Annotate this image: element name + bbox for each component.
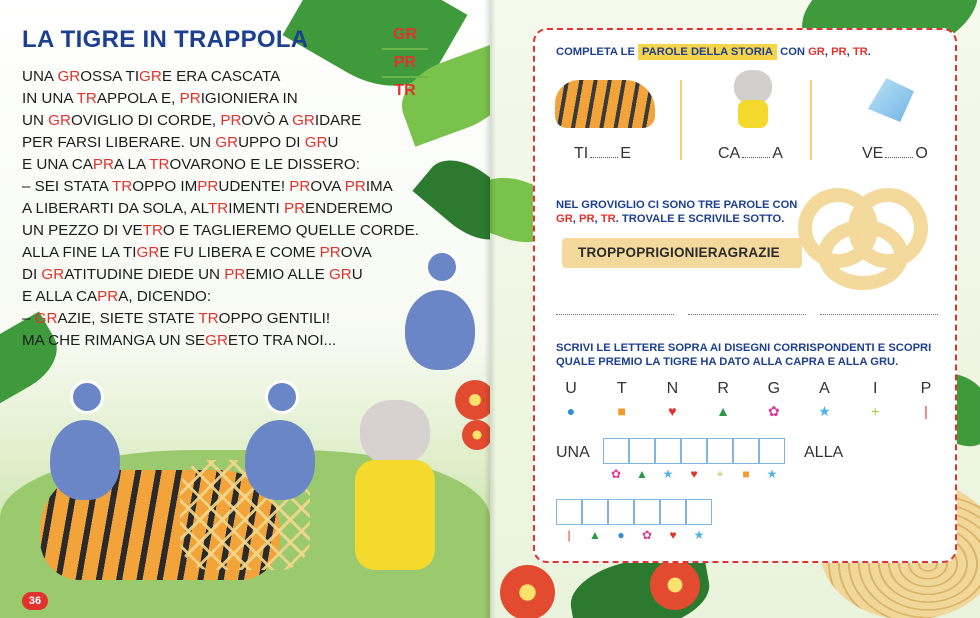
legend-letter: A: [819, 380, 830, 397]
letter-symbol-legend: [556, 380, 941, 420]
legend-letter: T: [616, 380, 627, 397]
highlighted-letters: GR: [48, 112, 71, 129]
story-text-segment: PER FARSI LIBERARE. UN: [22, 134, 216, 151]
highlighted-letters: GR: [292, 112, 315, 129]
story-words-tag: PAROLE DELLA STORIA: [638, 44, 777, 60]
story-text: [22, 66, 419, 352]
story-text-segment: U: [351, 266, 363, 283]
story-text-segment: IMA: [365, 178, 393, 195]
highlighted-letters: TR: [142, 222, 163, 239]
highlighted-letters: GR: [205, 332, 228, 349]
highlighted-letters: PR: [319, 244, 341, 261]
group-gr: GR: [382, 22, 428, 50]
story-text-segment: IN UNA: [22, 90, 77, 107]
story-text-segment: E ERA CASCATA: [161, 68, 281, 85]
letter-box[interactable]: [629, 438, 655, 464]
flower-illustration: [650, 560, 700, 610]
highlighted-letters: TR: [112, 178, 133, 195]
code-symbol-icon: ✿: [641, 528, 653, 542]
highlighted-letters: PR: [197, 178, 219, 195]
story-text-segment: UDENTE!: [218, 178, 290, 195]
highlighted-letters: PR: [283, 200, 306, 217]
story-text-segment: ATITUDINE DIEDE UN: [64, 266, 225, 283]
legend-symbol-icon: +: [871, 403, 880, 419]
legend-letter: P: [920, 380, 932, 397]
story-text-segment: E FU LIBERA E COME: [159, 244, 320, 261]
legend-item: [860, 380, 890, 420]
story-text-segment: OVÒ A: [241, 112, 293, 129]
code-symbol-icon: ★: [662, 467, 674, 481]
highlighted-letters: PR: [97, 288, 119, 305]
instruction-code: SCRIVI LE LETTERE SOPRA AI DISEGNI CORRISPONDENTI E SCOPRI QUALE PREMIO LA TIGRE HA DATO ALLA CAPRA E ALLA GRU.: [556, 342, 932, 368]
tiger-icon: [555, 80, 655, 128]
word-blank-goat: CA A: [718, 145, 783, 162]
highlighted-letters: GR: [139, 68, 162, 85]
story-line: [22, 220, 419, 242]
story-text-segment: OVA: [340, 244, 372, 261]
letter-box[interactable]: [759, 438, 785, 464]
instruction-tangle: NEL GROVIGLIO CI SONO TRE PAROLE CON GR, PR, TR. TROVALE E SCRIVILE SOTTO.: [556, 199, 798, 225]
answer-boxes-row2: [556, 499, 712, 525]
letter-box[interactable]: [660, 499, 686, 525]
legend-symbol-icon: ▲: [716, 403, 731, 419]
story-text-segment: O E TAGLIEREMO QUELLE CORDE.: [162, 222, 419, 239]
story-text-segment: OVIGLIO DI CORDE,: [70, 112, 221, 129]
story-line: [22, 88, 402, 110]
legend-letter: G: [767, 380, 781, 397]
story-text-segment: A LIBERARTI DA SOLA, AL: [22, 200, 208, 217]
story-text-segment: UN PEZZO DI VE: [22, 222, 143, 239]
letter-box[interactable]: [582, 499, 608, 525]
story-title: LA TIGRE IN TRAPPOLA: [22, 26, 309, 53]
story-text-segment: OVARONO E LE DISSERO:: [169, 156, 360, 173]
symbol-code-row1: [603, 467, 785, 481]
group-tr: TR: [394, 82, 416, 99]
legend-item: [911, 380, 941, 420]
code-symbol-icon: ★: [766, 467, 778, 481]
legend-letter: N: [666, 380, 679, 397]
crane-bird-illustration: [50, 420, 120, 500]
highlighted-letters: GR: [304, 134, 328, 151]
code-symbol-icon: ▲: [636, 467, 648, 481]
letter-box[interactable]: [655, 438, 681, 464]
divider: [810, 80, 812, 160]
instruction-complete-words: COMPLETA LE PAROLE DELLA STORIA CON GR, PR, TR.: [556, 46, 871, 58]
legend-symbol-icon: ★: [818, 403, 831, 419]
blank-field[interactable]: [590, 157, 618, 158]
letter-box[interactable]: [686, 499, 712, 525]
story-text-segment: UPPO DI: [238, 134, 305, 151]
story-text-segment: AZIE, SIETE STATE: [57, 310, 199, 327]
code-symbol-icon: ♥: [690, 467, 698, 481]
highlighted-letters: GR: [215, 134, 239, 151]
story-line: [22, 66, 402, 88]
answer-boxes-row1: [603, 438, 785, 464]
code-symbol-icon: ★: [693, 528, 705, 542]
story-line: [22, 308, 402, 330]
code-symbol-icon: +: [716, 467, 724, 481]
answer-line[interactable]: [688, 314, 806, 315]
legend-item: [708, 380, 738, 420]
story-text-segment: OSSA TI: [80, 68, 140, 85]
highlighted-letters: PR: [344, 178, 366, 195]
flower-illustration: [500, 565, 555, 618]
story-text-segment: –: [22, 310, 35, 327]
answer-line[interactable]: [556, 314, 674, 315]
story-line: [22, 154, 402, 176]
letter-box[interactable]: [681, 438, 707, 464]
story-text-segment: DI: [22, 266, 42, 283]
crane-bird-illustration: [245, 420, 315, 500]
legend-letter: R: [717, 380, 729, 397]
legend-symbol-icon: ♥: [668, 403, 677, 419]
story-line: [22, 176, 402, 198]
story-line: [22, 198, 402, 220]
highlighted-letters: PR: [289, 178, 311, 195]
legend-item: [759, 380, 789, 420]
highlighted-letters: PR: [179, 90, 201, 107]
story-text-segment: APPOLA E,: [96, 90, 180, 107]
letter-box[interactable]: [608, 499, 634, 525]
code-symbol-icon: ✿: [610, 467, 622, 481]
letter-box[interactable]: [556, 499, 582, 525]
letter-box[interactable]: [733, 438, 759, 464]
book-spine: [484, 0, 496, 618]
legend-item: [556, 380, 586, 420]
code-symbol-icon: |: [567, 528, 571, 542]
blank-field[interactable]: [885, 157, 913, 158]
tangle-word: TROPPOPRIGIONIERAGRAZIE: [578, 245, 780, 260]
story-text-segment: IDARE: [314, 112, 362, 129]
letter-box[interactable]: [634, 499, 660, 525]
leaf-decoration: [412, 145, 490, 255]
code-symbol-icon: ●: [617, 528, 625, 542]
goat-illustration: [345, 400, 445, 580]
legend-letter: I: [872, 380, 878, 397]
story-text-segment: ALLA FINE LA TI: [22, 244, 137, 261]
highlighted-letters: TR: [76, 90, 97, 107]
story-text-segment: IGIONIERA IN: [200, 90, 298, 107]
highlighted-letters: GR: [34, 310, 58, 327]
story-text-segment: E ALLA CA: [22, 288, 98, 305]
story-text-segment: OVA: [310, 178, 345, 195]
page-number-left: 36: [22, 592, 48, 610]
answer-line[interactable]: [820, 314, 938, 315]
crane-bird-illustration: [405, 290, 475, 370]
letter-box[interactable]: [603, 438, 629, 464]
story-text-segment: OPPO IM: [132, 178, 198, 195]
legend-symbol-icon: ■: [617, 403, 626, 419]
highlighted-letters: GR: [328, 266, 352, 283]
legend-symbol-icon: ✿: [767, 403, 780, 419]
story-line: [22, 110, 402, 132]
story-text-segment: – SEI STATA: [22, 178, 113, 195]
legend-item: [810, 380, 840, 420]
letter-box[interactable]: [707, 438, 733, 464]
word-blank-tiger: TI E: [574, 145, 631, 162]
group-pr: PR: [382, 50, 428, 78]
highlighted-letters: PR: [220, 112, 242, 129]
code-symbol-icon: ♥: [669, 528, 677, 542]
story-text-segment: IMENTI: [228, 200, 284, 217]
highlighted-letters: GR: [136, 244, 160, 261]
story-line: [22, 286, 402, 308]
highlighted-letters: PR: [224, 266, 246, 283]
story-line: [22, 132, 402, 154]
legend-item: [607, 380, 637, 420]
highlighted-letters: GR: [41, 266, 65, 283]
legend-letter: U: [565, 380, 577, 397]
legend-symbol-icon: |: [924, 403, 928, 419]
story-text-segment: EMIO ALLE: [245, 266, 329, 283]
story-text-segment: OPPO GENTILI!: [218, 310, 331, 327]
highlighted-letters: PR: [92, 156, 115, 173]
divider: [680, 80, 682, 160]
highlighted-letters: TR: [198, 310, 219, 327]
code-symbol-icon: ▲: [589, 528, 601, 542]
story-text-segment: ETO TRA NOI...: [227, 332, 337, 349]
story-text-segment: ENDEREMO: [305, 200, 393, 217]
blank-field[interactable]: [742, 157, 770, 158]
story-line: [22, 242, 402, 264]
highlighted-letters: TR: [149, 156, 170, 173]
story-text-segment: U: [327, 134, 339, 151]
legend-item: [657, 380, 687, 420]
story-text-segment: MA CHE RIMANGA UN SE: [22, 332, 206, 349]
story-text-segment: UNA: [22, 68, 58, 85]
rope-knot-illustration: [788, 180, 938, 295]
story-text-segment: A, DICENDO:: [118, 288, 212, 305]
row-label-una: UNA: [556, 444, 590, 461]
legend-symbol-icon: ●: [566, 403, 576, 419]
highlighted-letters: TR: [208, 200, 229, 217]
story-text-segment: UN: [22, 112, 49, 129]
goat-icon: [728, 70, 778, 130]
story-text-segment: E UNA CA: [22, 156, 93, 173]
code-symbol-icon: ■: [742, 467, 750, 481]
story-text-segment: A LA: [114, 156, 150, 173]
highlighted-letters: GR: [57, 68, 81, 85]
symbol-code-row2: [556, 528, 712, 542]
story-line: [22, 330, 402, 352]
row-label-alla: ALLA: [804, 444, 844, 461]
story-line: [22, 264, 402, 286]
word-blank-glass: VE O: [862, 145, 928, 162]
